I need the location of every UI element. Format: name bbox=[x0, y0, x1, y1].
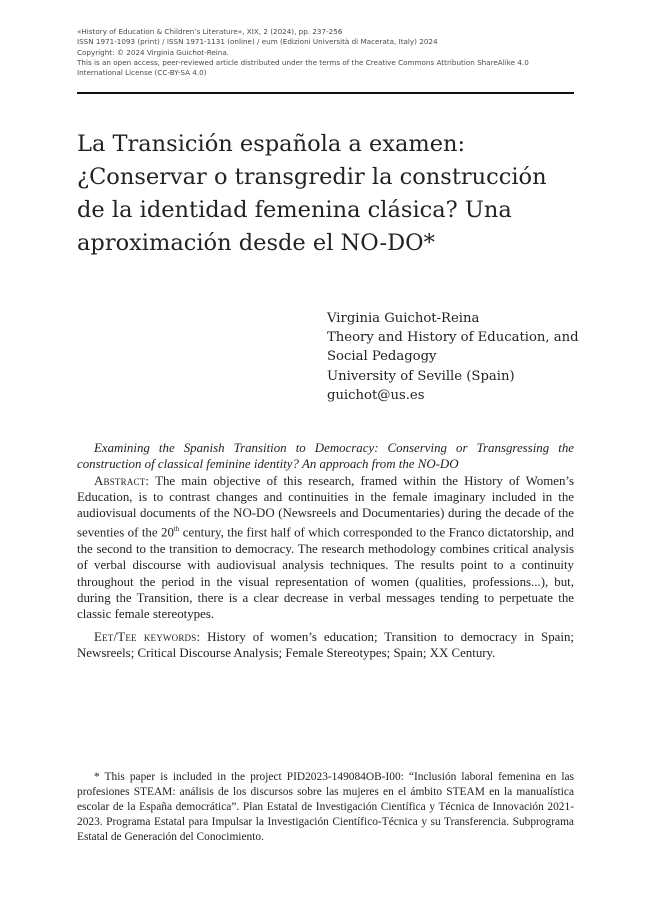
abstract-paragraph bbox=[77, 473, 574, 623]
header-license-line-1: This is an open access, peer-reviewed article distributed under the terms of the Creative Commons Attribution ShareAlike 4.0 bbox=[77, 57, 529, 67]
author-name: Virginia Guichot-Reina bbox=[327, 311, 480, 326]
header-rule bbox=[77, 92, 574, 94]
abstract-label: Abstract: bbox=[94, 473, 150, 488]
author-university: University of Seville (Spain) bbox=[327, 368, 515, 384]
keywords-paragraph bbox=[77, 629, 574, 662]
author-email[interactable]: guichot@us.es bbox=[327, 387, 425, 403]
english-title: Examining the Spanish Transition to Democracy: Conserving or Transgressing the construction of classical feminine identity? An approach from the NO-DO bbox=[77, 441, 574, 472]
footnote: * This paper is included in the project PID2023-149084OB-I00: “Inclusión laboral femenina en las profesiones STEAM: análisis de los discursos sobre las mujeres en el ámbito STEAM en la manualística escolar de la España democrática”. Plan Estatal de Investigación Científica y Técnica de Innovación 2021-2023. Programa Estatal para Impulsar la Investigación Científico-Técnica y su Transferencia. Subprograma Estatal de Generación del Conocimiento. bbox=[77, 771, 574, 843]
abstract-text-part-2: century, the first half of which corresponded to the Franco dictatorship, and the second to the transition to democracy. The research methodology combines critical analysis of verbal discourse with audiovisual analysis techniques. The results point to a continuity throughout the period in the visual representation of women (qualities, professions...), but, during the Transition, there is a clear decrease in verbal messages tending to perpetuate the classic female stereotypes. bbox=[77, 525, 574, 622]
author-block bbox=[327, 309, 587, 405]
keywords-text: History of women’s education; Transition to democracy in Spain; Newsreels; Critical Discourse Analysis; Female Stereotypes; Spain; XX Century. bbox=[77, 629, 574, 660]
header-license-line-2: International License (CC-BY-SA 4.0) bbox=[77, 68, 207, 78]
title-line-4: aproximación desde el NO-DO* bbox=[77, 230, 435, 256]
title-line-1: La Transición española a examen: bbox=[77, 131, 466, 157]
abstract-ordinal-superscript: th bbox=[173, 525, 180, 534]
header-copyright: Copyright: © 2024 Virginia Guichot-Reina. bbox=[77, 47, 230, 57]
keywords-label: Eet/Tee keywords: bbox=[94, 629, 201, 644]
abstract-text-part-1: The main objective of this research, framed within the History of Women’s Education, is to contrast changes and continuities in the female imaginary included in the audiovisual documents of the NO-DO (Newsreels and Documentaries) during the decade of the seventies of the 20 bbox=[77, 473, 574, 540]
abstract-section bbox=[77, 440, 574, 661]
header-issn: ISSN 1971-1093 (print) / ISSN 1971-1131 (online) / eum (Edizioni Università di Macerata, Italy) 2024 bbox=[77, 37, 438, 47]
author-affiliation-line-2: Social Pedagogy bbox=[327, 349, 437, 365]
title-line-3: de la identidad femenina clásica? Una bbox=[77, 197, 512, 223]
article-title bbox=[77, 128, 577, 260]
title-line-2: ¿Conservar o transgredir la construcción bbox=[77, 164, 547, 190]
header-journal-citation: «History of Education & Children’s Literature», XIX, 2 (2024), pp. 237-256 bbox=[77, 27, 343, 36]
author-affiliation-line-1: Theory and History of Education, and bbox=[327, 330, 579, 346]
journal-header bbox=[77, 27, 577, 78]
